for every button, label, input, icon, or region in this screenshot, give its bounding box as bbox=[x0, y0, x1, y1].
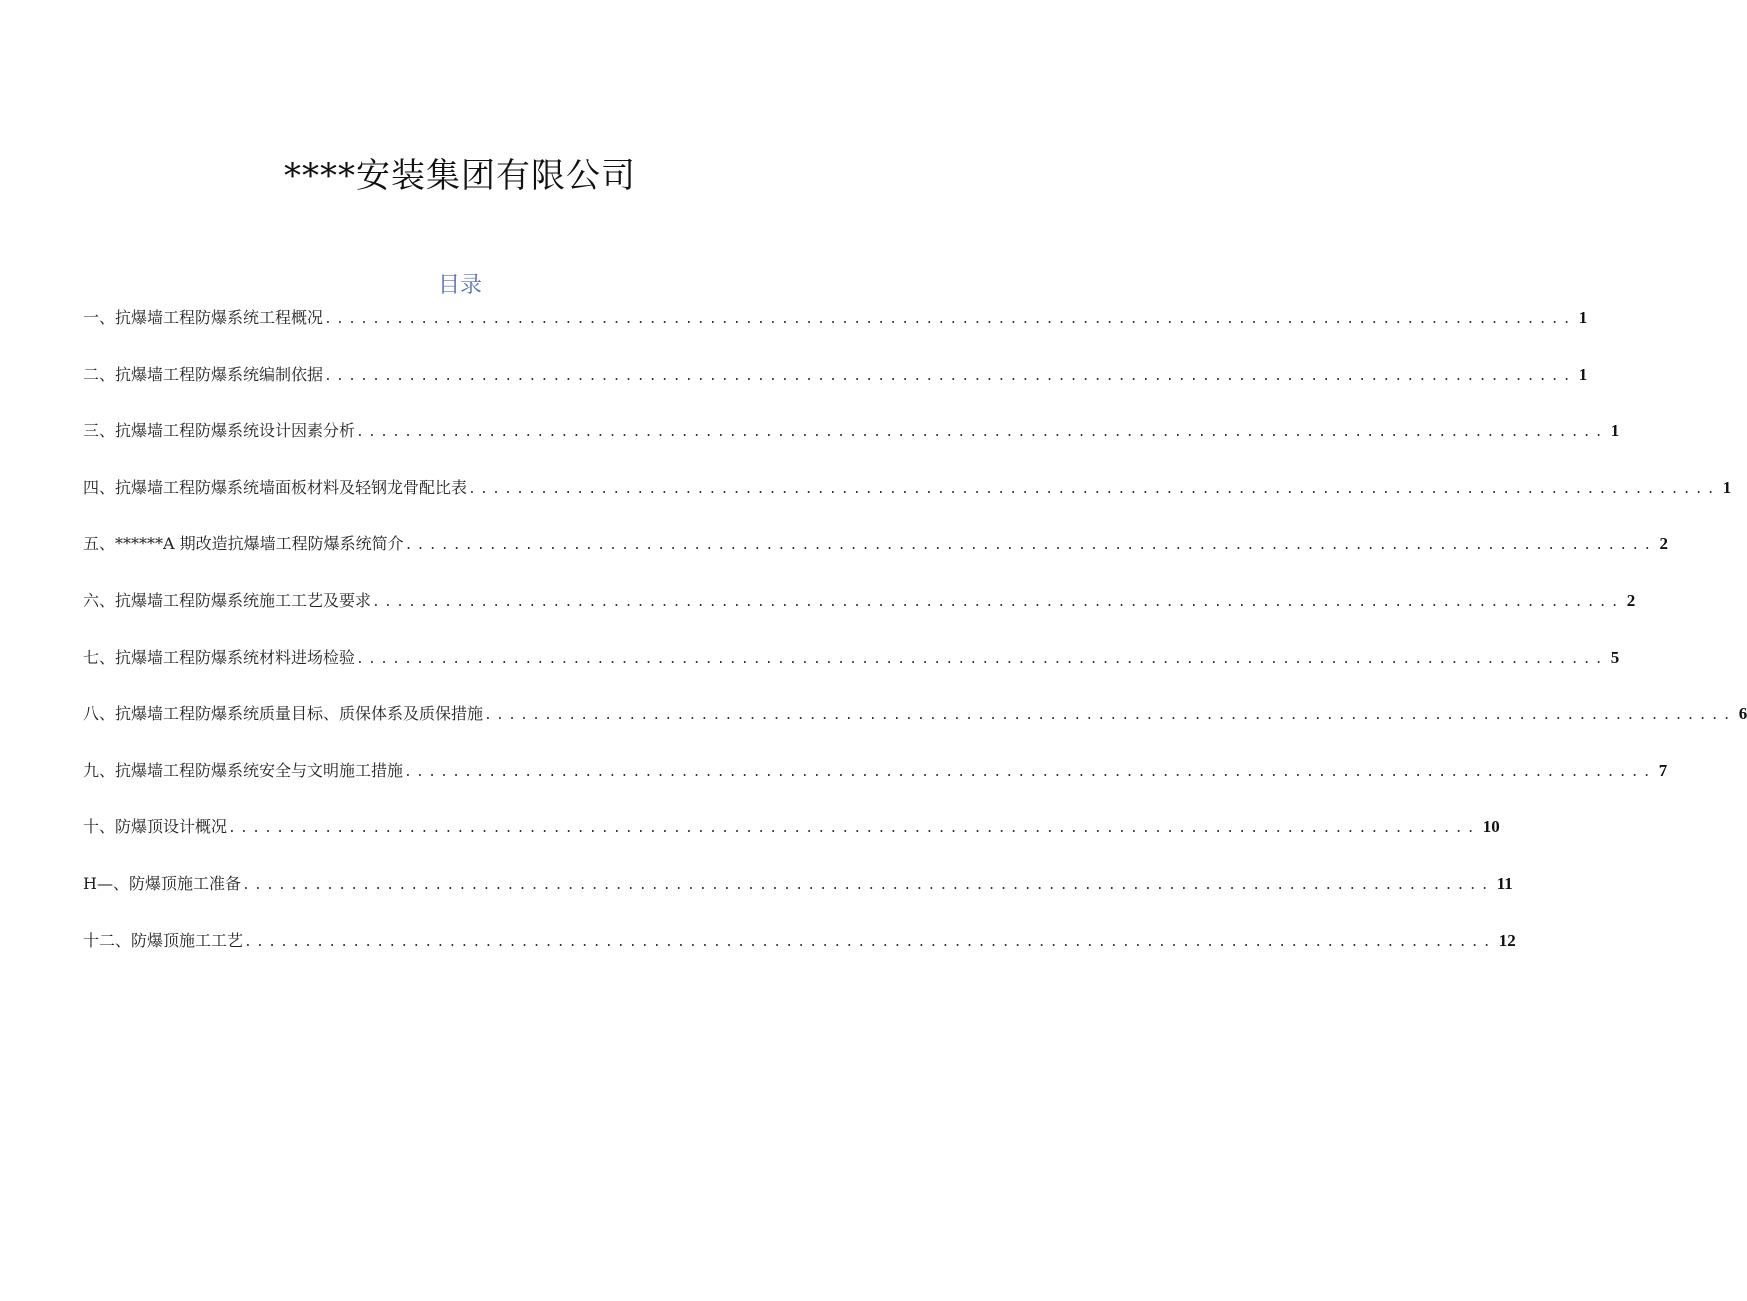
toc-entry-label: 五、******A 期改造抗爆墙工程防爆系统简介 bbox=[83, 534, 404, 554]
toc-page-number: 2 bbox=[1626, 590, 1636, 610]
toc-page-number: 6 bbox=[1738, 704, 1747, 724]
table-of-contents bbox=[83, 303, 1747, 982]
toc-entry-label: 十、防爆顶设计概况 bbox=[83, 817, 228, 837]
toc-entry[interactable] bbox=[83, 812, 1500, 869]
toc-leader-dots: ........................................................................................................ bbox=[241, 877, 1493, 893]
toc-page-number: 1 bbox=[1722, 477, 1732, 497]
toc-entry-label: 六、抗爆墙工程防爆系统施工工艺及要求 bbox=[83, 590, 372, 610]
toc-entry[interactable] bbox=[83, 869, 1513, 926]
toc-entry[interactable] bbox=[83, 360, 1588, 417]
toc-leader-dots: ........................................................................................................ bbox=[244, 934, 1495, 950]
toc-leader-dots: ........................................................................................................ bbox=[372, 594, 1623, 610]
toc-entry-label: 八、抗爆墙工程防爆系统质量目标、质保体系及质保措施 bbox=[83, 704, 484, 724]
toc-page-number: 1 bbox=[1578, 308, 1588, 327]
toc-page-number: 10 bbox=[1482, 817, 1500, 837]
toc-leader-dots: ........................................................................................................ bbox=[484, 708, 1735, 724]
toc-leader-dots: ........................................................................................................ bbox=[228, 821, 1479, 837]
toc-entry-label: 四、抗爆墙工程防爆系统墙面板材料及轻钢龙骨配比表 bbox=[83, 477, 468, 497]
toc-entry[interactable] bbox=[83, 303, 1588, 360]
toc-entry[interactable] bbox=[83, 416, 1620, 473]
toc-heading: 目录 bbox=[437, 273, 482, 298]
toc-page-number: 1 bbox=[1578, 364, 1588, 384]
toc-page-number: 7 bbox=[1658, 760, 1668, 780]
toc-entry-label: H—、防爆顶施工准备 bbox=[83, 873, 241, 893]
toc-leader-dots: ........................................................................................................ bbox=[404, 764, 1655, 780]
toc-entry[interactable] bbox=[83, 529, 1668, 586]
toc-entry[interactable] bbox=[83, 926, 1516, 983]
toc-leader-dots: ........................................................................................................ bbox=[404, 538, 1656, 554]
toc-leader-dots: ........................................................................................................ bbox=[468, 481, 1719, 497]
toc-entry-label: 三、抗爆墙工程防爆系统设计因素分析 bbox=[83, 421, 356, 441]
company-title: ****安装集团有限公司 bbox=[284, 156, 636, 196]
toc-page-number: 2 bbox=[1659, 534, 1668, 554]
toc-leader-dots: ........................................................................................................ bbox=[324, 368, 1575, 384]
toc-page-number: 12 bbox=[1498, 930, 1516, 950]
toc-entry-label: 九、抗爆墙工程防爆系统安全与文明施工措施 bbox=[83, 760, 404, 780]
toc-entry[interactable] bbox=[83, 586, 1636, 643]
toc-leader-dots: ........................................................................................................ bbox=[356, 651, 1607, 667]
toc-entry[interactable] bbox=[83, 473, 1732, 530]
toc-leader-dots: ........................................................................................................ bbox=[324, 312, 1575, 327]
toc-entry-label: 七、抗爆墙工程防爆系统材料进场检验 bbox=[83, 647, 356, 667]
toc-entry-label: 十二、防爆顶施工工艺 bbox=[83, 930, 244, 950]
toc-entry-label: 一、抗爆墙工程防爆系统工程概况 bbox=[83, 308, 324, 327]
toc-entry[interactable] bbox=[83, 643, 1620, 700]
toc-entry[interactable] bbox=[83, 699, 1747, 756]
toc-entry-label: 二、抗爆墙工程防爆系统编制依据 bbox=[83, 364, 324, 384]
toc-entry[interactable] bbox=[83, 756, 1668, 813]
toc-page-number: 11 bbox=[1496, 873, 1513, 893]
toc-page-number: 5 bbox=[1610, 647, 1620, 667]
toc-page-number: 1 bbox=[1610, 421, 1620, 441]
toc-leader-dots: ........................................................................................................ bbox=[356, 425, 1607, 441]
